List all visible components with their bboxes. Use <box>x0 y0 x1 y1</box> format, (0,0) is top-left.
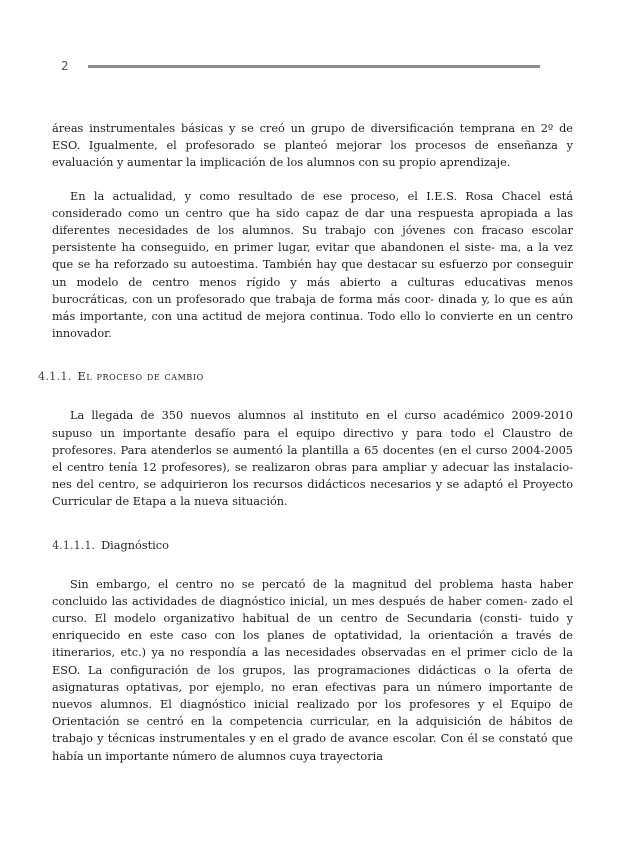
section-heading <box>38 368 573 385</box>
paragraph-intro-continuation: áreas instrumentales básicas y se creó un grupo de diversificación temprana en 2º de ESO. Igualmente, el profesorado se planteó mejorar los procesos de enseñanza y evaluación y aumentar la implicación de los alumnos con su propio aprendizaje. <box>52 122 573 170</box>
section-number: 4.1.1. <box>38 370 72 384</box>
header-rule <box>88 65 540 68</box>
paragraph-diagnosis: Sin embargo, el centro no se percató de la magnitud del problema hasta haber concluido las actividades de diagnóstico inicial, un mes después de haber comen- zado el curso. El modelo organizativo habitual de un centro de Secundaria (consti- tuido y enriquecido en este caso con los planes de optatividad, la orientación a través de itinerarios, etc.) ya no respondía a las necesidades observadas en el primer ciclo de la ESO. La configuración de los grupos, las programaciones didácticas o la oferta de asignaturas optativas, por ejemplo, no eran efectivas para un número importante de nuevos alumnos. El diagnóstico inicial realizado por los profesores y el Equipo de Orientación se centró en la competencia curricular, en la adquisición de hábitos de trabajo y técnicas instrumentales y en el grado de avance escolar. Con él se constató que había un importante número de alumnos cuya trayectoria <box>52 577 573 763</box>
subsection-number: 4.1.1.1. <box>52 538 96 552</box>
paragraph-current-situation: En la actualidad, y como resultado de ese proceso, el I.E.S. Rosa Chacel está considerado como un centro que ha sido capaz de dar una respuesta apropiada a las diferentes necesidades de los alumnos. Su trabajo con jóvenes con fracaso escolar persistente ha conseguido, en primer lugar, evitar que abandonen el siste- ma, a la vez que se ha reforzado su autoestima. También hay que destacar su esfuerzo por conseguir un modelo de centro menos rígido y más abierto a culturas educativas menos burocráticas, con un profesorado que trabaja de forma más coor- dinada y, lo que es aún más importante, con una actitud de mejora continua. Todo ello lo convierte en un centro innovador. <box>52 189 573 341</box>
paragraph-change-process: La llegada de 350 nuevos alumnos al instituto en el curso académico 2009-2010 supuso un importante desafío para el equipo directivo y para todo el Claustro de profesores. Para atenderlos se aumentó la plantilla a 65 docentes (en el curso 2004-2005 el centro tenía 12 profesores), se realizaron obras para ampliar y adecuar las instalacio- nes del centro, se adquirieron los recursos didácticos necesarios y se adaptó el Proyecto Curricular de Etapa a la nueva situación. <box>52 409 573 509</box>
page-number: 2 <box>61 59 69 73</box>
page-body <box>38 120 573 765</box>
subsection-title: Diagnóstico <box>101 538 169 552</box>
page-header <box>58 58 540 74</box>
subsection-heading <box>52 537 573 554</box>
section-title: El proceso de cambio <box>77 370 204 384</box>
